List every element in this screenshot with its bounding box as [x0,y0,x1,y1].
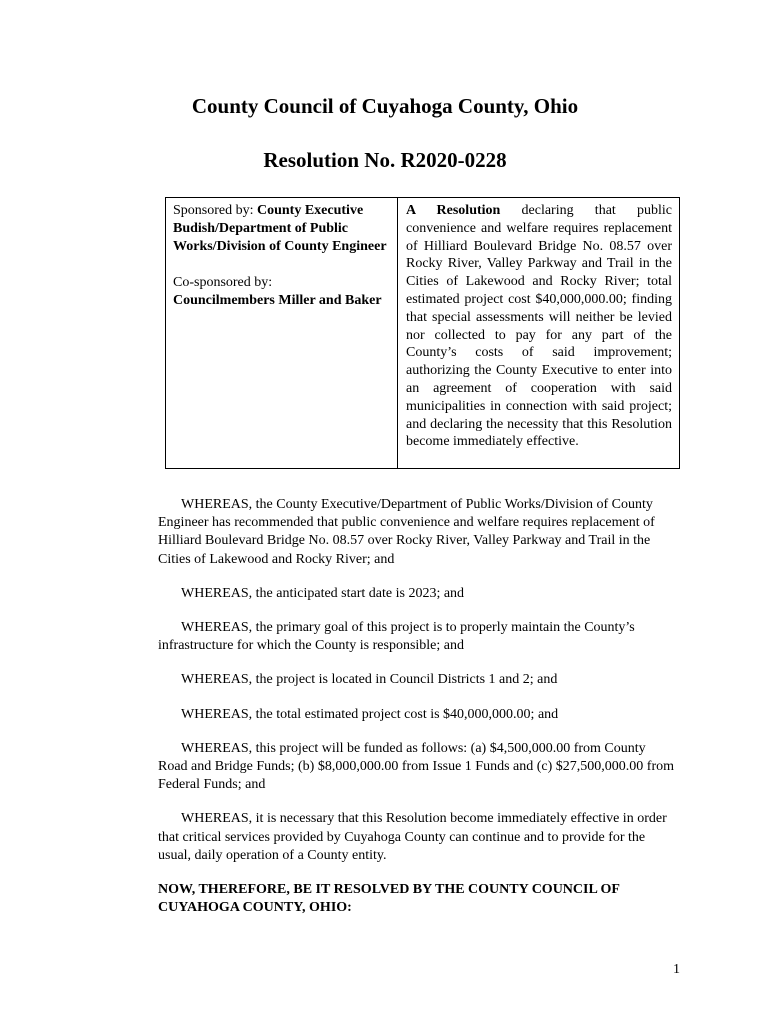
whereas-clause: WHEREAS, the total estimated project cost is $40,000,000.00; and [181,706,559,722]
summary-text: declaring that public convenience and welfare requires replacement of Hilliard Boulevard Bridge No. 08.57 over Rocky River, Valley Parkway and Trail in the Cities of Lakewood and Rocky River; total estimated project cost $40,000,000.00; finding that special assessments will neither be levied nor collected to pay for any part of the County’s costs of said improvement; authorizing the County Executive to enter into an agreement of cooperation with said municipalities in connection with said project; and declaring the necessity that this Resolution become immediately effective. [406,203,672,450]
sponsored-by-value: County Executive Budish/Department of Public Works/Division of County Engineer [173,203,387,254]
spacer [173,256,391,274]
resolution-body [158,496,678,917]
cosponsored-by-label: Co-sponsored by: [173,275,273,290]
whereas-clause: WHEREAS, the anticipated start date is 2023; and [181,585,465,601]
resolution-number: Resolution No. R2020-0228 [263,148,507,172]
whereas-clause: WHEREAS, the project is located in Council Districts 1 and 2; and [181,672,558,688]
whereas-clause: WHEREAS, the primary goal of this project is to properly maintain the County’s infrastructure for which the County is responsible; and [158,620,635,654]
summary-lead: A Resolution [406,203,501,218]
document-title: County Council of Cuyahoga County, Ohio [191,94,579,118]
page-number: 1 [673,962,680,977]
sponsor-table [165,197,680,469]
sponsored-by-label: Sponsored by: [173,203,257,218]
resolved-clause: NOW, THEREFORE, BE IT RESOLVED BY THE COUNTY COUNCIL OF CUYAHOGA COUNTY, OHIO: [158,882,620,916]
whereas-clause: WHEREAS, it is necessary that this Resolution become immediately effective in order that critical services provided by Cuyahoga County can continue and to provide for the usual, daily operation of a County entity. [158,811,667,863]
cosponsored-by-value: Councilmembers Miller and Baker [173,293,382,308]
sponsor-cell [166,198,398,468]
resolution-summary-cell [398,198,679,468]
sponsored-by [173,202,391,256]
whereas-clause: WHEREAS, this project will be funded as follows: (a) $4,500,000.00 from County Road and Bridge Funds; (b) $8,000,000.00 from Issue 1 Funds and (c) $27,500,000.00 from Federal Funds; and [158,740,675,793]
whereas-clause: WHEREAS, the County Executive/Department of Public Works/Division of County Engineer has recommended that public convenience and welfare requires replacement of Hilliard Boulevard Bridge No. 08.57 over Rocky River, Valley Parkway and Trail in the Cities of Lakewood and Rocky River; and [158,497,655,567]
